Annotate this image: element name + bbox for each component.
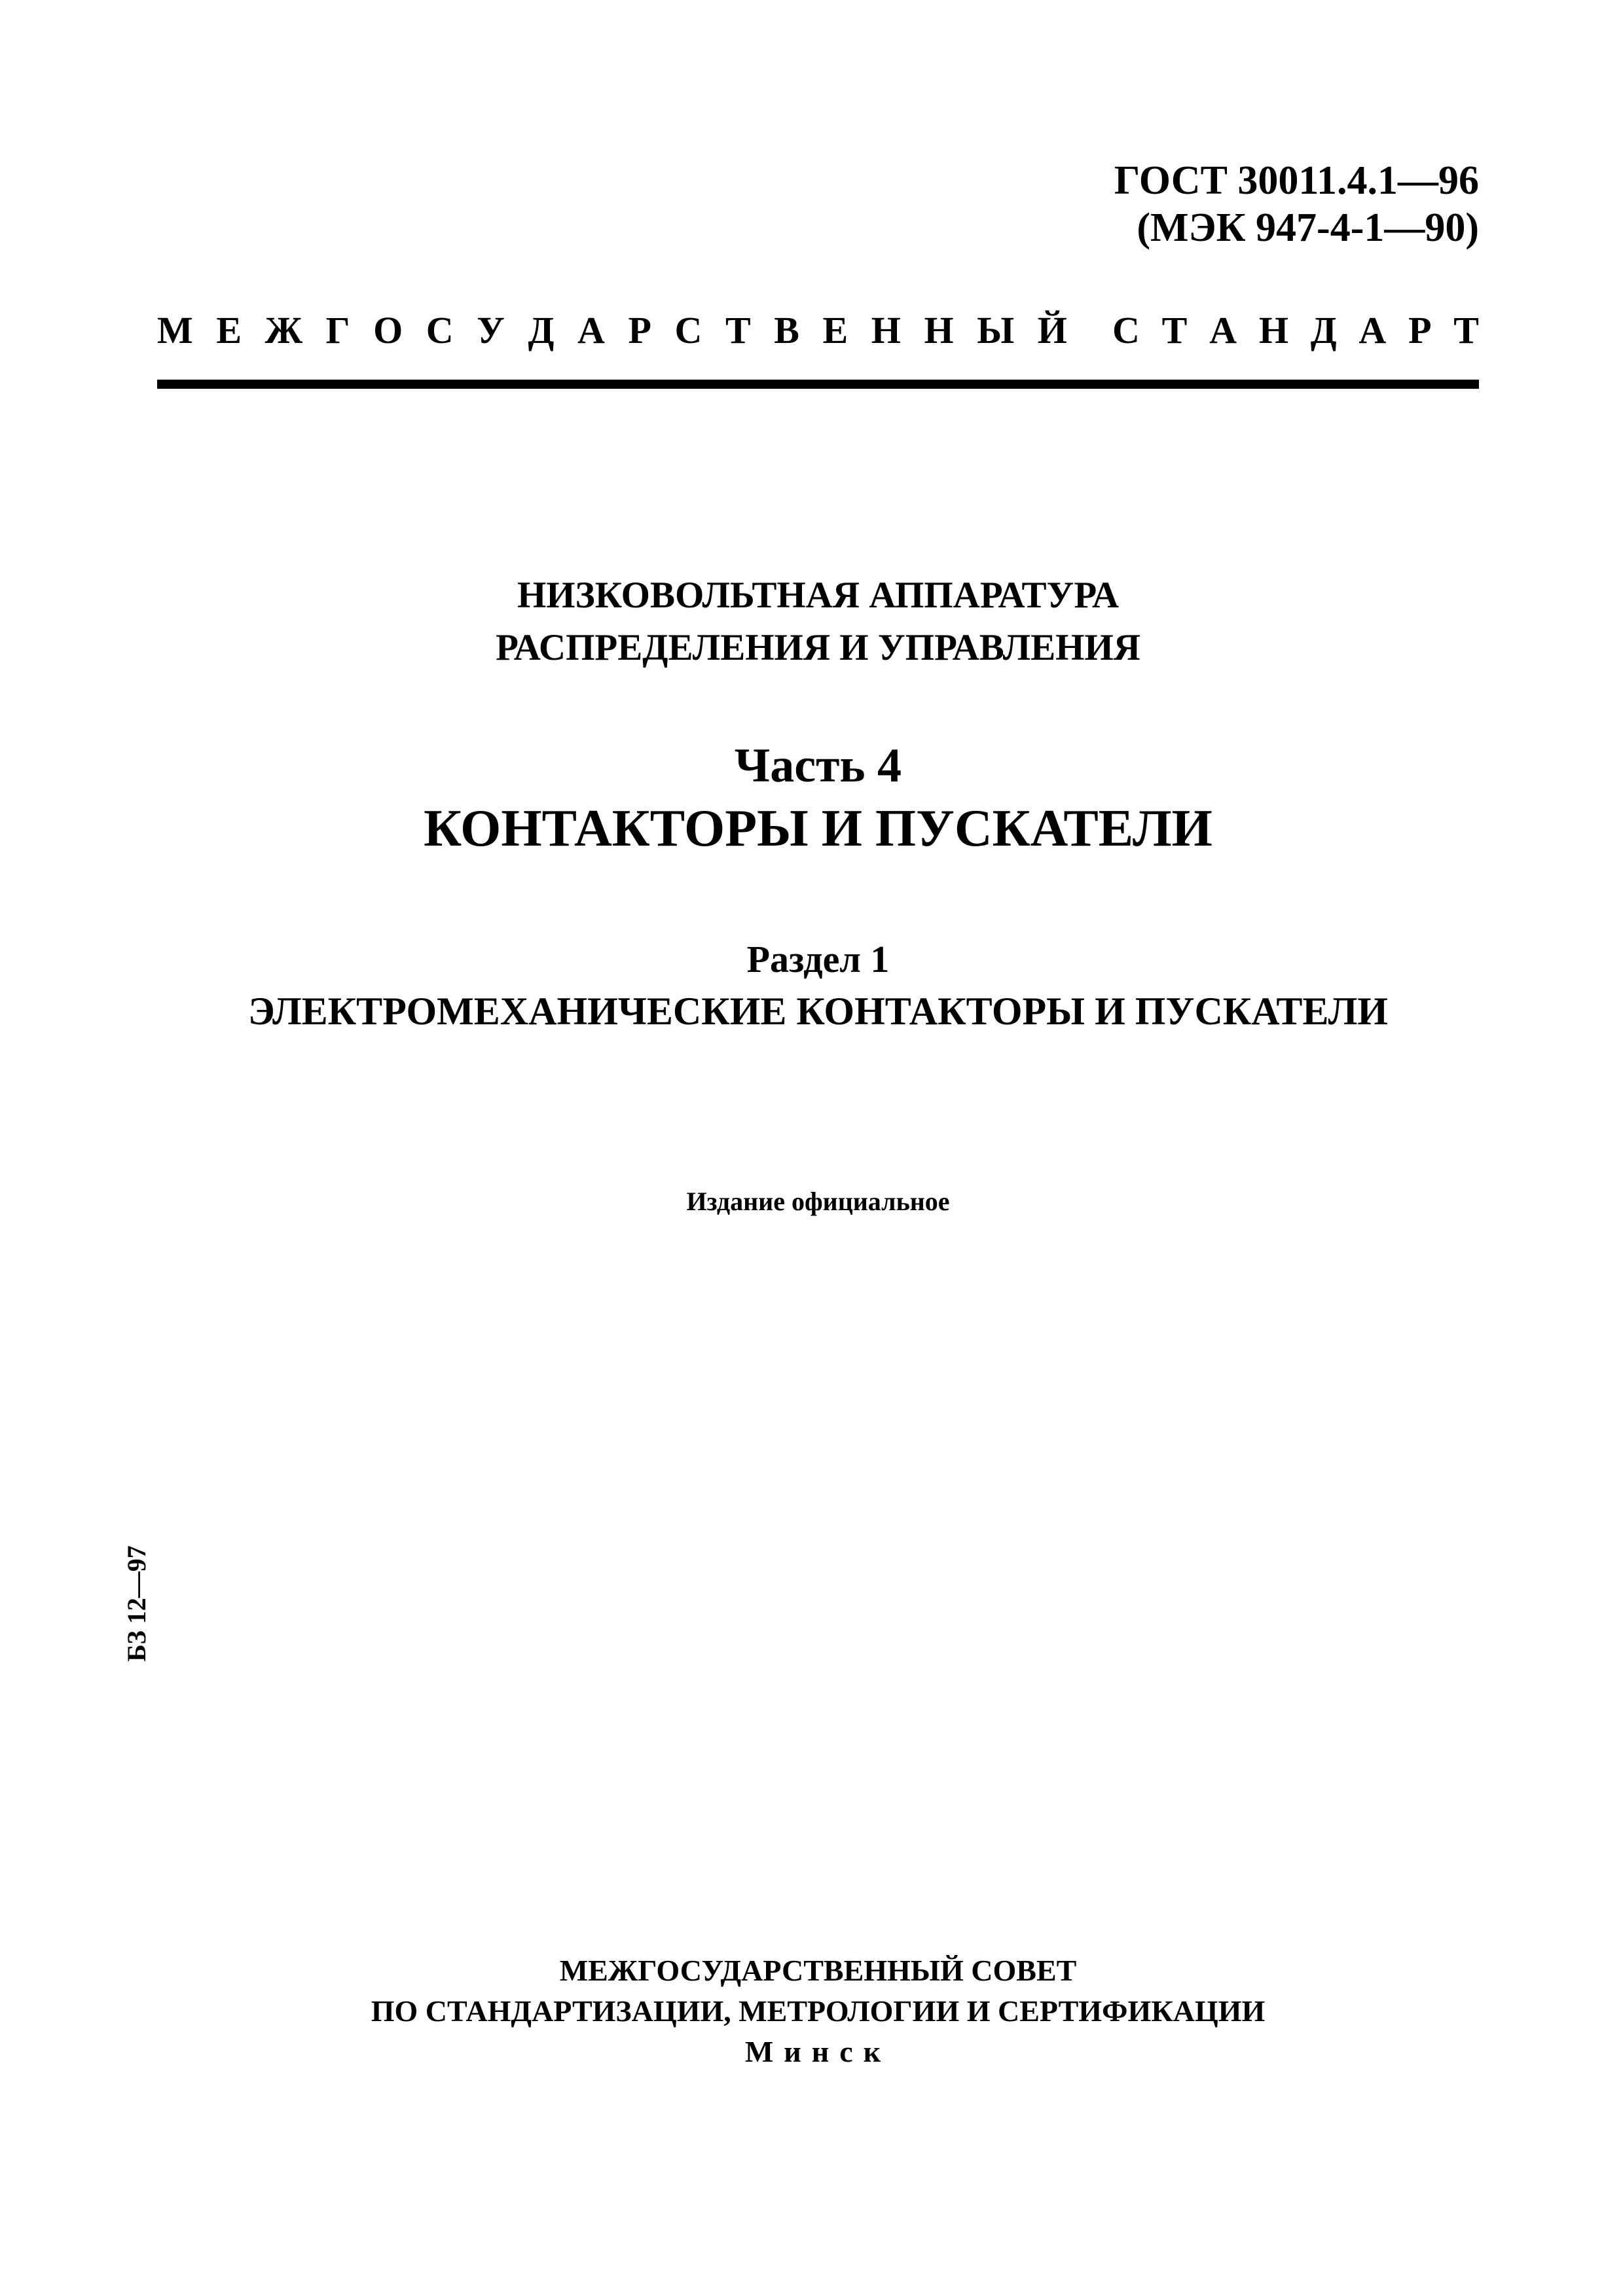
heading-letter: А — [577, 309, 605, 351]
heading-letter: Н — [924, 309, 954, 351]
heading-letter: Й — [1037, 309, 1067, 351]
iec-number: (МЭК 947-4-1—90) — [1137, 206, 1479, 250]
standard-word — [1112, 308, 1479, 353]
heading-letter: Р — [1408, 309, 1432, 351]
heading-letter: А — [1359, 309, 1387, 351]
standard-number-block — [1114, 157, 1479, 251]
heading-letter: Н — [1258, 309, 1288, 351]
heading-letter: Е — [216, 309, 242, 351]
gost-number: ГОСТ 30011.4.1—96 — [1114, 158, 1479, 203]
part-number: Часть 4 — [734, 739, 902, 793]
heading-letter: О — [373, 309, 403, 351]
publisher-line-2: ПО СТАНДАРТИЗАЦИИ, МЕТРОЛОГИИ И СЕРТИФИКАЦИИ — [371, 1994, 1266, 2028]
side-code: БЗ 12—97 — [122, 1545, 151, 1662]
publisher-block — [157, 1950, 1479, 2072]
heading-letter: В — [774, 309, 799, 351]
heading-letter: Т — [725, 309, 751, 351]
interstate-standard-heading — [157, 308, 1479, 353]
heading-letter: Р — [628, 309, 651, 351]
interstate-word — [157, 308, 1067, 353]
heading-letter: Т — [1161, 309, 1188, 351]
heading-letter: Н — [871, 309, 901, 351]
document-title — [157, 569, 1479, 674]
section-title: ЭЛЕКТРОМЕХАНИЧЕСКИЕ КОНТАКТОРЫ И ПУСКАТЕЛИ — [248, 990, 1388, 1033]
heading-letter: Д — [528, 309, 555, 351]
edition-label: Издание официальное — [686, 1187, 950, 1216]
heading-letter: М — [157, 309, 193, 351]
title-line-1: НИЗКОВОЛЬТНАЯ АППАРАТУРА — [517, 575, 1120, 616]
heading-letter: У — [477, 309, 505, 351]
heading-letter: Г — [325, 309, 350, 351]
title-line-2: РАСПРЕДЕЛЕНИЯ И УПРАВЛЕНИЯ — [496, 627, 1140, 668]
publisher-line-1: МЕЖГОСУДАРСТВЕННЫЙ СОВЕТ — [559, 1954, 1077, 1987]
heading-letter: Ж — [264, 309, 302, 351]
heading-divider — [157, 380, 1479, 389]
part-title: КОНТАКТОРЫ И ПУСКАТЕЛИ — [424, 800, 1213, 857]
heading-letter: Е — [822, 309, 848, 351]
heading-letter: С — [426, 309, 454, 351]
heading-letter: С — [674, 309, 702, 351]
heading-letter: Т — [1453, 309, 1479, 351]
publisher-city: Минск — [744, 2035, 892, 2068]
section-number: Раздел 1 — [746, 938, 890, 980]
heading-letter: А — [1209, 309, 1237, 351]
heading-letter: Д — [1310, 309, 1337, 351]
heading-letter: Ы — [977, 309, 1015, 351]
heading-letter: С — [1112, 309, 1140, 351]
